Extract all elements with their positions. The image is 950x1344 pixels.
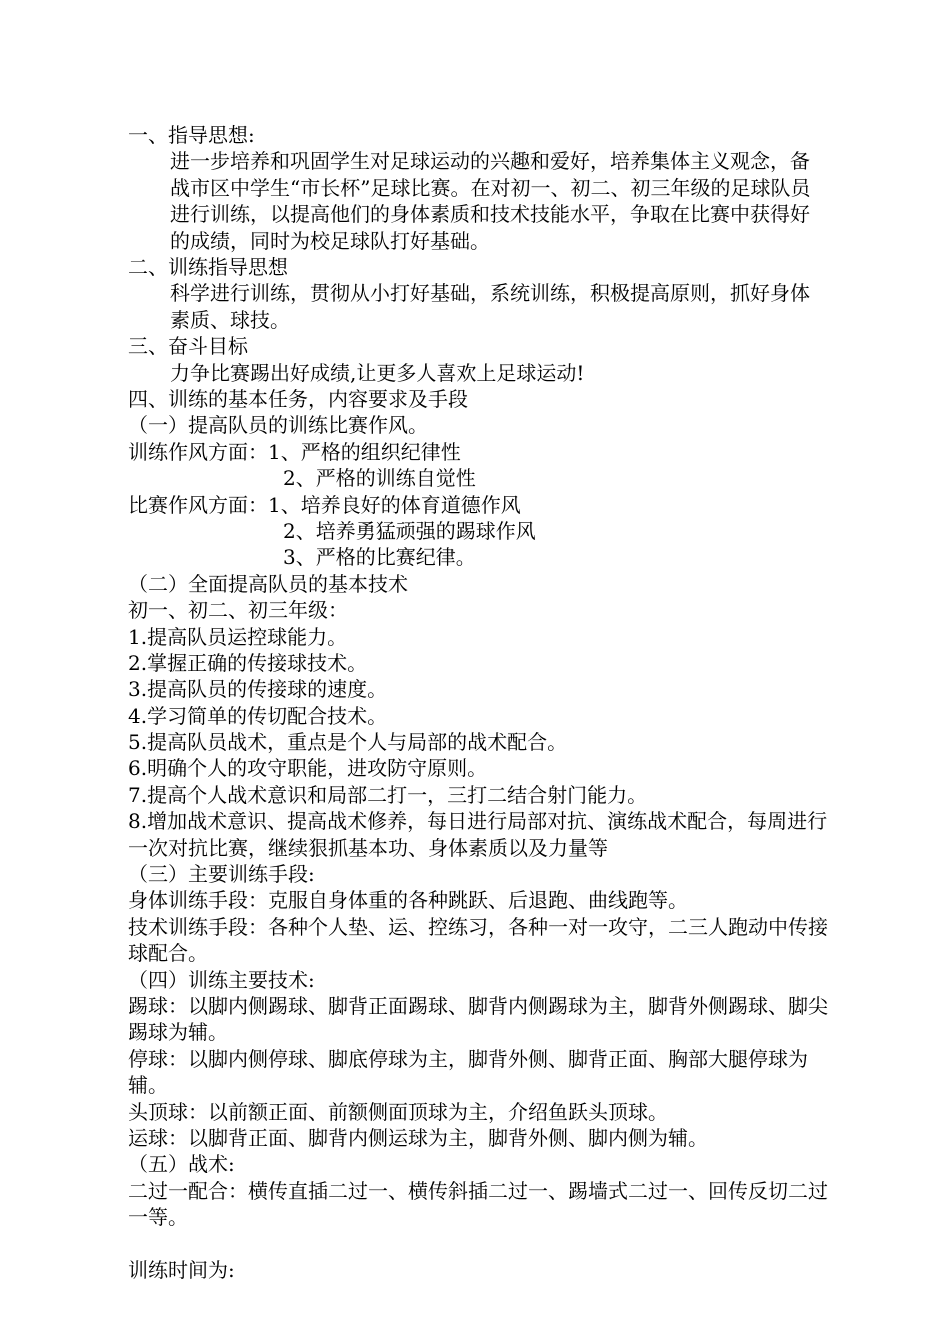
match-style-item: 2、培养勇猛顽强的踢球作风 bbox=[283, 518, 536, 543]
training-time: 训练时间为: bbox=[128, 1258, 235, 1283]
tactics-text: 二过一配合：横传直插二过一、横传斜插二过一、踢墙式二过一、回传反切二过一等。 bbox=[128, 1178, 828, 1230]
subsection-3-heading: （三）主要训练手段: bbox=[128, 862, 315, 887]
subsection-5-heading: （五）战术: bbox=[128, 1152, 235, 1177]
training-style-label: 训练作风方面： bbox=[128, 439, 268, 464]
match-style-row bbox=[128, 492, 828, 518]
match-style-item: 3、严格的比赛纪律。 bbox=[283, 545, 476, 570]
tech-item: 1.提高队员运控球能力。 bbox=[128, 624, 348, 649]
training-style-item: 1、严格的组织纪律性 bbox=[268, 439, 461, 464]
grades-line: 初一、初二、初三年级： bbox=[128, 598, 348, 623]
section-3-heading: 三、奋斗目标 bbox=[128, 334, 248, 359]
tech-item: 7.提高个人战术意识和局部二打一，三打二结合射门能力。 bbox=[128, 782, 648, 807]
tech-item: 5.提高队员战术，重点是个人与局部的战术配合。 bbox=[128, 730, 568, 755]
physical-training-means: 身体训练手段：克服自身体重的各种跳跃、后退跑、曲线跑等。 bbox=[128, 888, 688, 913]
stopping-technique: 停球：以脚内侧停球、脚底停球为主，脚背外侧、脚背正面、胸部大腿停球为辅。 bbox=[128, 1046, 808, 1098]
tech-item: 4.学习简单的传切配合技术。 bbox=[128, 703, 388, 728]
training-style-item: 2、严格的训练自觉性 bbox=[283, 466, 476, 491]
section-3-text: 力争比赛踢出好成绩,让更多人喜欢上足球运动! bbox=[170, 360, 585, 385]
tech-item: 6.明确个人的攻守职能，进攻防守原则。 bbox=[128, 756, 488, 781]
subsection-1-heading: （一）提高队员的训练比赛作风。 bbox=[128, 413, 428, 438]
tech-item: 2.掌握正确的传接球技术。 bbox=[128, 650, 368, 675]
kicking-technique: 踢球：以脚内侧踢球、脚背正面踢球、脚背内侧踢球为主，脚背外侧踢球、脚尖踢球为辅。 bbox=[128, 994, 828, 1045]
technical-training-means: 技术训练手段：各种个人垫、运、控练习，各种一对一攻守，二三人跑动中传接球配合。 bbox=[128, 914, 828, 966]
section-2-text: 科学进行训练，贯彻从小打好基础，系统训练，积极提高原则，抓好身体素质、球技。 bbox=[170, 281, 810, 332]
section-1-text: 进一步培养和巩固学生对足球运动的兴趣和爱好，培养集体主义观念，备战市区中学生“市长杯”足球比赛。在对初一、初二、初三年级的足球队员进行训练，以提高他们的身体素质和技术技能水平，争取在比赛中获得好的成绩，同时为校足球队打好基础。 bbox=[170, 149, 811, 253]
subsection-2-heading: （二）全面提高队员的基本技术 bbox=[128, 571, 408, 596]
blank-line bbox=[128, 1231, 828, 1257]
section-2-heading: 二、训练指导思想 bbox=[128, 255, 288, 280]
section-1-heading: 一、指导思想: bbox=[128, 123, 255, 147]
subsection-4-heading: （四）训练主要技术: bbox=[128, 967, 315, 992]
section-4-heading: 四、训练的基本任务，内容要求及手段 bbox=[128, 387, 468, 411]
match-style-label: 比赛作风方面： bbox=[128, 492, 268, 517]
heading-technique: 头顶球：以前额正面、前额侧面顶球为主，介绍鱼跃头顶球。 bbox=[128, 1099, 668, 1124]
tech-item: 3.提高队员的传接球的速度。 bbox=[128, 677, 388, 702]
tech-item: 8.增加战术意识、提高战术修养，每日进行局部对抗、演练战术配合，每周进行一次对抗比赛，继续狠抓基本功、身体素质以及力量等 bbox=[128, 809, 828, 860]
dribbling-technique: 运球：以脚背正面、脚背内侧运球为主，脚背外侧、脚内侧为辅。 bbox=[128, 1126, 708, 1151]
document-body bbox=[128, 122, 828, 1283]
match-style-item: 1、培养良好的体育道德作风 bbox=[268, 492, 521, 517]
training-style-row bbox=[128, 439, 828, 465]
